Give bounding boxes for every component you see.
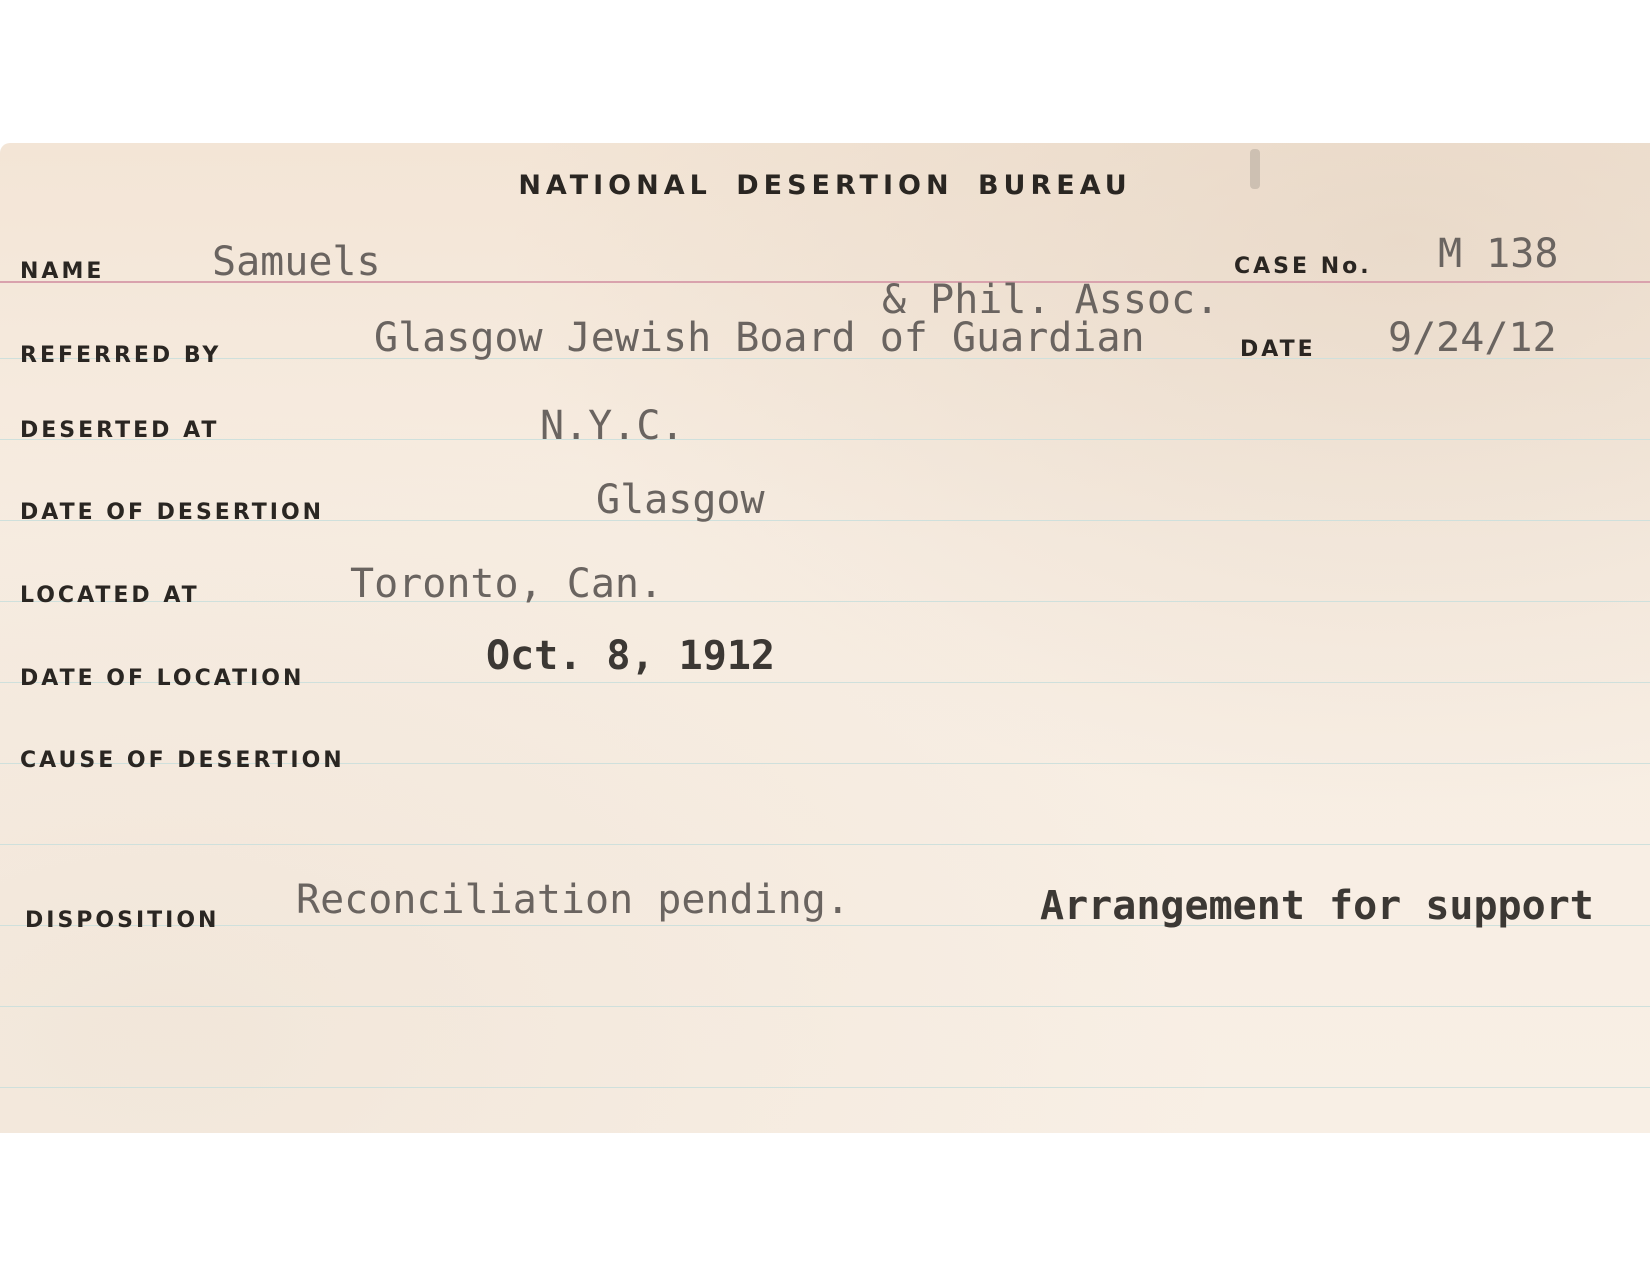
case-no-label: CASE No. (1234, 254, 1372, 279)
date-of-desertion-label: DATE OF DESERTION (20, 500, 325, 525)
card-title: NATIONAL DESERTION BUREAU (518, 170, 1132, 201)
disposition-value-part2: Arrangement for support (1040, 883, 1594, 929)
cause-of-desertion-label: CAUSE OF DESERTION (20, 748, 345, 773)
date-label: DATE (1240, 337, 1316, 362)
date-of-desertion-value: Glasgow (596, 477, 765, 523)
located-at-value: Toronto, Can. (350, 561, 664, 607)
name-label: NAME (20, 259, 105, 284)
ruled-line (0, 1006, 1650, 1007)
referred-by-addition: & Phil. Assoc. (882, 277, 1220, 323)
ruled-line (0, 439, 1650, 440)
ruled-line (0, 601, 1650, 602)
name-value: Samuels (212, 239, 381, 285)
deserted-at-value: N.Y.C. (540, 403, 685, 449)
referred-by-value: Glasgow Jewish Board of Guardian (374, 315, 1145, 361)
referred-by-label: REFERRED BY (20, 343, 222, 368)
date-of-location-label: DATE OF LOCATION (20, 666, 305, 691)
date-value: 9/24/12 (1388, 315, 1557, 361)
ruled-line (0, 1087, 1650, 1088)
ruled-line (0, 844, 1650, 845)
case-no-value: M 138 (1438, 231, 1559, 277)
deserted-at-label: DESERTED AT (20, 418, 220, 443)
date-of-location-value: Oct. 8, 1912 (486, 633, 775, 679)
located-at-label: LOCATED AT (20, 583, 200, 608)
disposition-label: DISPOSITION (25, 908, 220, 933)
disposition-value-part1: Reconciliation pending. (296, 877, 850, 923)
index-card (0, 143, 1650, 1133)
